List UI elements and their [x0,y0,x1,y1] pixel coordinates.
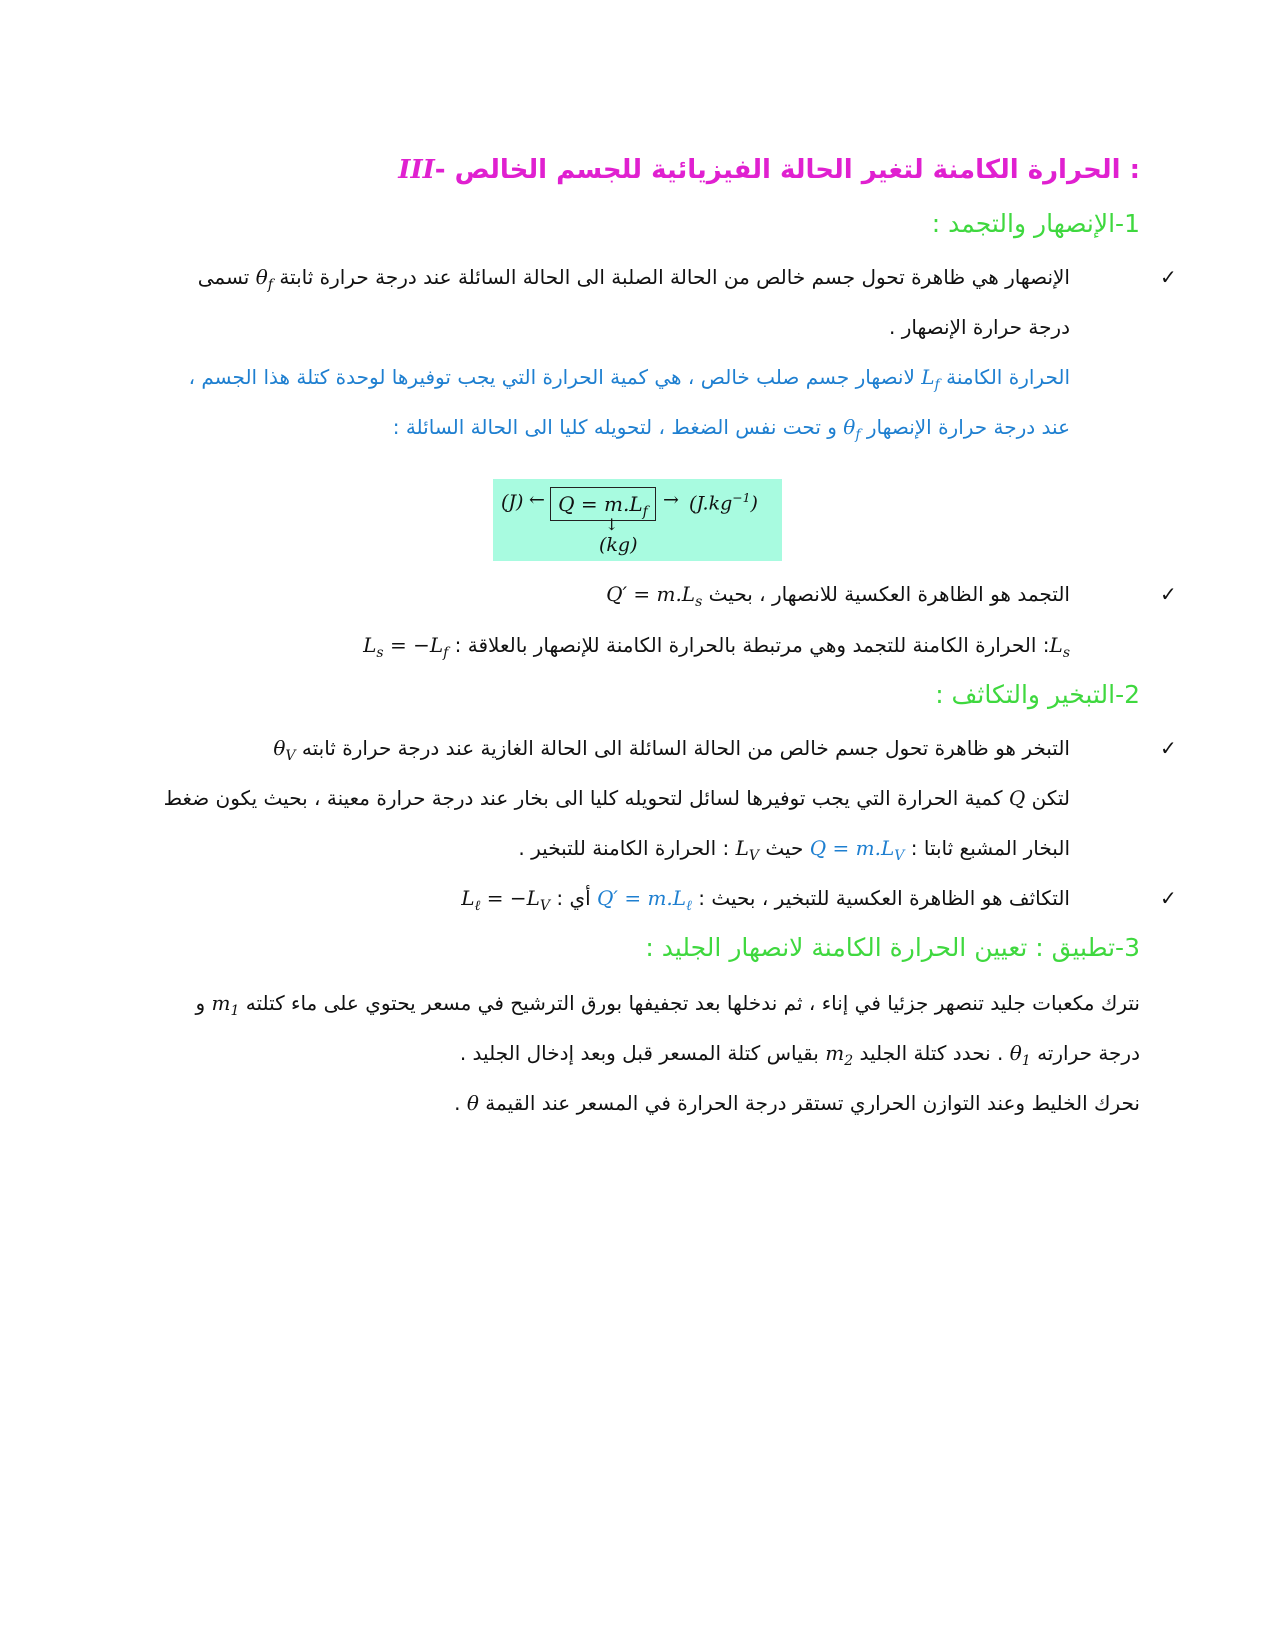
application-line3: نحرك الخليط وعند التوازن الحراري تستقر درجة الحرارة في المسعر عند القيمة θ . [454,1091,1140,1115]
latent-heat-definition-line2: عند درجة حرارة الإنصهار $\theta_f$ و تحت نفس الضغط ، لتحويله كليا الى الحالة السائلة : [392,415,1070,443]
formula-unit-jkg: $(J.kg^{-1})$ [689,491,758,515]
section3-heading: 3-تطبيق : تعيين الحرارة الكامنة لانصهار الجليد : [645,933,1140,962]
formula-unit-joule: (J) [501,491,524,513]
page-title [398,155,1140,185]
latent-heat-definition-line1: الحرارة الكامنة $L_f$ لانصهار جسم صلب خالص ، هي كمية الحرارة التي يجب توفيرها لوحدة كتلة هذا الجسم ، [188,365,1070,393]
vaporization-definition-line3: البخار المشبع ثابتا : $Q = m.L_V$ حيث $L_V$ : الحرارة الكامنة للتبخير . [518,836,1070,864]
arrow-right-icon: → [663,489,679,511]
section2-heading: 2-التبخير والتكاثف : [935,680,1140,709]
formula-unit-kg: (kg) [599,534,638,556]
application-line1: نترك مكعبات جليد تنصهر جزئيا في إناء ، ثم ندخلها بعد تجفيفها بورق الترشيح في مسعر يحتوي على ماء كتلته $m_1$ و [195,991,1140,1019]
checkmark-icon: ✓ [1160,736,1177,760]
solidification-definition: التجمد هو الظاهرة العكسية للانصهار ، بحيث $Q' = m.L_s$ [606,582,1070,610]
arrow-down-icon: ↓ [605,515,619,534]
application-line2: درجة حرارته $\theta_1$ . نحدد كتلة الجليد $m_2$ بقياس كتلة المسعر قبل وبعد إدخال الجليد . [459,1041,1140,1069]
condensation-definition: التكاثف هو الظاهرة العكسية للتبخير ، بحيث : $Q' = m.L_\ell$ أي : $L_\ell = -L_V$ [461,886,1070,914]
melting-definition-line1: الإنصهار هي ظاهرة تحول جسم خالص من الحالة الصلبة الى الحالة السائلة عند درجة حرارة ثابتة $\theta_f$ تسمى [197,265,1070,293]
arrow-left-icon: ← [529,489,545,511]
solidification-relation: $L_s$: الحرارة الكامنة للتجمد وهي مرتبطة بالحرارة الكامنة للإنصهار بالعلاقة : $L_s = -L_f$ [363,633,1070,661]
melting-formula-box [493,479,782,561]
vaporization-definition-line2: لتكن Q كمية الحرارة التي يجب توفيرها لسائل لتحويله كليا الى بخار عند درجة حرارة معينة ، بحيث يكون ضغط [163,786,1070,810]
checkmark-icon: ✓ [1160,582,1177,606]
vaporization-definition-line1: التبخر هو ظاهرة تحول جسم خالص من الحالة السائلة الى الحالة الغازية عند درجة حرارة ثابته $\theta_V$ [273,736,1070,764]
checkmark-icon: ✓ [1160,886,1177,910]
checkmark-icon: ✓ [1160,265,1177,289]
title-text: - الحرارة الكامنة لتغير الحالة الفيزيائية للجسم الخالص : [434,155,1140,185]
section1-heading: 1-الإنصهار والتجمد : [931,209,1140,238]
title-roman-numeral: III [398,155,435,185]
melting-definition-line2: درجة حرارة الإنصهار . [888,315,1070,339]
melting-formula: $Q = m.L_f$ [550,487,656,521]
